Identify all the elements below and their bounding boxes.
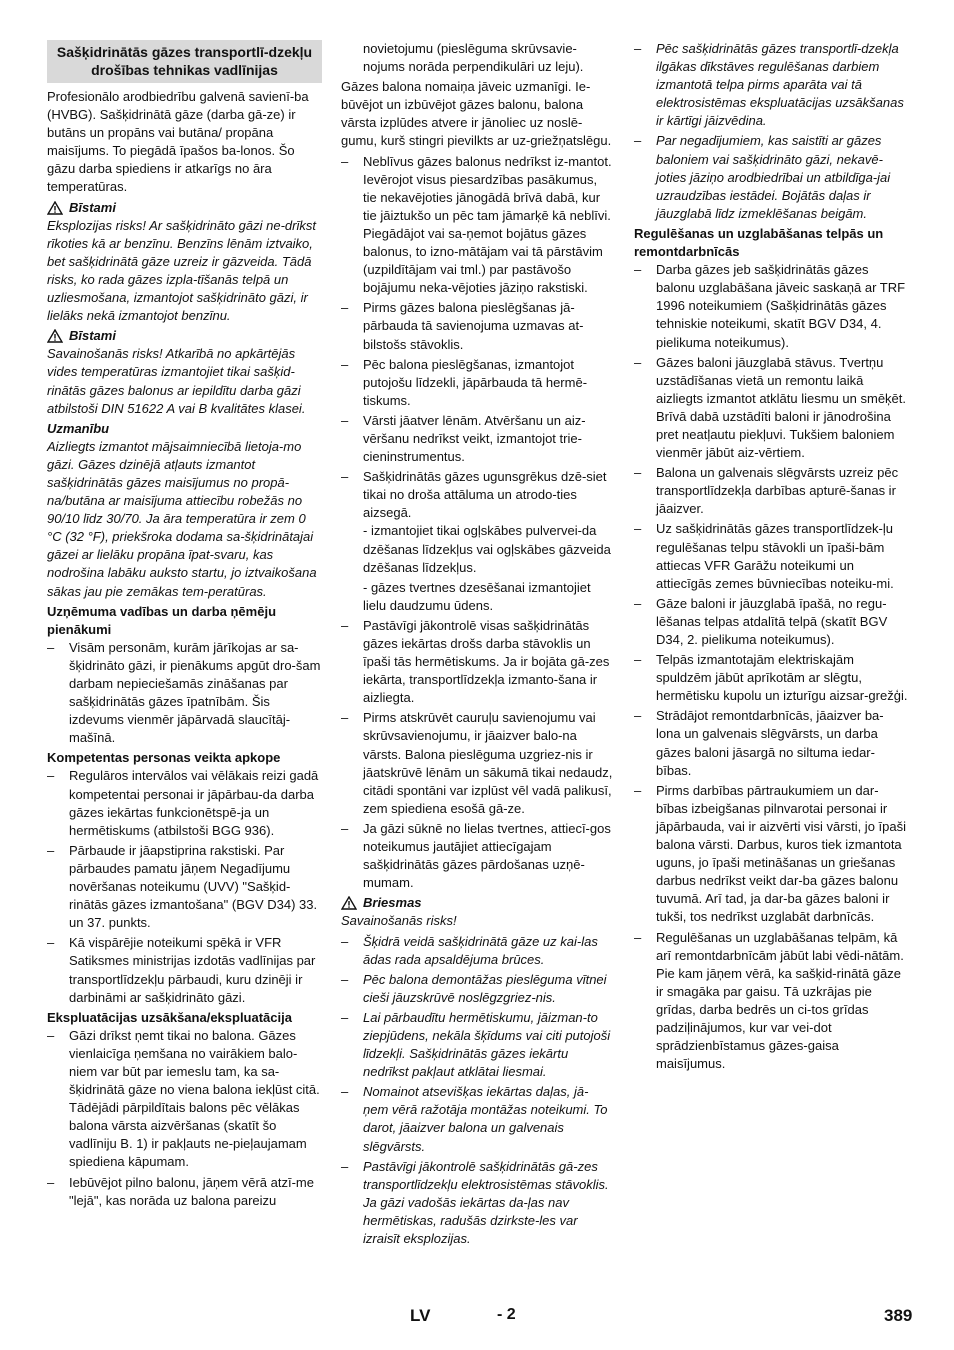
list-item: – Pārbaude ir jāapstiprina rakstiski. Par pārbaudes pamatu jāņem Negadījumu novēršanas noteikumu (UVV) "Sašķid-rinātās gāzes izmantošana" (BGV D34) 33. un 37. punkts. <box>47 842 322 932</box>
list-item: – Darba gāzes jeb sašķidrinātās gāzes balonu uzglabāšana jāveic saskaņā ar TRF 1996 noteikumiem (Sašķidrinātās gāzes tehniskie noteikumi, skatīt BGV D34, 4. pielikuma noteikumus). <box>634 261 908 351</box>
list-item: – Šķidrā veidā sašķidrinātā gāze uz kai-las ādas rada apsaldējuma brūces. <box>341 933 613 969</box>
list-item: – Pirms atskrūvēt cauruļu savienojumu vai skrūvsavienojumu, ir jāaizver balo-na vārsts. Balona pieslēguma uzgriez-nis ir jāatskrūvē lēnām un sākumā tikai nedaudz, citādi spontāni var izplūst vēl vadā palikusī, zem spiediena esošā gā-ze. <box>341 709 613 818</box>
warning-triangle-icon <box>47 329 63 343</box>
list-item: – Vārsti jāatver lēnām. Atvēršanu un aiz-vēršanu nedrīkst veikt, izmantojot trie-cieninstrumentus. <box>341 412 613 466</box>
dash-list <box>634 261 908 1073</box>
attention-text: Aizliegts izmantot mājsaimniecībā lietoja-mo gāzi. Gāzes dzinējā atļauts izmantot sašķidrinātās gāzes maisījumus no propā-na/butāna ar maisījuma attiecību robežās no 90/10 līdz 30/70. Ja āra temperatūra ir zem 0 °C (32 °F), priekšroka dodama sa-šķidrinātajai gāzei ar lielāku propāna īpat-svaru, kas nodrošina labāku auksto startu, jo iztvaikošana sākas jau pie zemākas tem-peratūras. <box>47 438 317 599</box>
dash-list <box>341 933 613 1249</box>
warning-text: Eksplozijas risks! Ar sašķidrināto gāzi ne-drīkst rīkoties kā ar benzīnu. Benzīns lēnām iztvaiko, bet sašķidrinātā gāze uzreiz ir gāzveida. Tādā risks, ko rada gāzes izpla-tīšanās telpā un uzliesmošana, izmantojot sašķidrināto gāzi, ir lielāks nekā izmantojot benzīnu. <box>47 217 316 324</box>
list-item: – Visām personām, kurām jārīkojas ar sa-šķidrināto gāzi, ir pienākums apgūt dro-šam darbam nepieciešamās zināšanas par sašķidrinātās gāzes īpatnībām. Šis izdevums vienmēr jāpārvadā slaucītāj-mašīnā. <box>47 639 322 748</box>
dash-list <box>341 617 613 892</box>
list-item: – Gāzi drīkst ņemt tikai no balona. Gāzes vienlaicīga ņemšana no vairākiem balo-niem var būt par iemeslu tam, ka sa-šķidrinātā gāze no viena balona iekļūst citā. Tādējādi pārpildītais balons pēc vēlākas balona vārsta aizvēršanas (skatīt šo vadlīniju B. 1) ir pakļauts ne-pieļaujamam spiediena kāpumam. <box>47 1027 322 1172</box>
dash-list <box>634 40 908 223</box>
warning-triangle-icon <box>341 896 357 910</box>
list-item: – Ja gāzi sūknē no lielas tvertnes, attiecī-gos noteikumus jautājiet attiecīgajam sašķidrinātās gāzes pārdošanas uzņē-mumam. <box>341 820 613 892</box>
danger-text: Savainošanās risks! <box>341 913 457 929</box>
subsection-title: Kompetentas personas veikta apkope <box>47 750 281 766</box>
list-item: – Telpās izmantotajām elektriskajām spuldzēm jābūt aprīkotām ar slēgtu, hermētisku kupolu un izturīgu aizsar-grežģi. <box>634 651 908 705</box>
list-item: – Gāzes baloni jāuzglabā stāvus. Tvertņu uzstādīšanas vietā un remontu laikā aizliegts izmantot atklātu liesmu un smēķēt. Brīvā dabā uzstādīti baloni ir jānodrošina pret neatļautu piekļuvi. Tukšiem baloniem vienmēr jābūt aiz-vērtiem. <box>634 354 908 463</box>
warning-text: Savainošanās risks! Atkarībā no apkārtējās vides temperatūras izmantojiet tikai sašķid-rinātās gāzes balonus ar iepildītu darba gāzi atbilstoši DIN 51622 A vai B kvalitātes klasei. <box>47 346 306 416</box>
warning-title: Bīstami <box>69 328 116 344</box>
list-item: – Gāze baloni ir jāuzglabā īpašā, no regu-lēšanas telpas atdalītā telpā (skatīt BGV D34, 2. pielikuma noteikumus). <box>634 595 908 649</box>
list-item: – Regulēšanas un uzglabāšanas telpām, kā arī remontdarbnīcām jābūt labi vēdi-nātām. Pie kam jāņem vērā, ka sašķid-rinātā gāze ir smagāka par gaisu. Tā uzkrājas pie grīdas, darba bedrēs un ci-tos grīdas padziļinājumos, kur var vei-dot sprādzienbīstamus gāzes-gaisa maisījumus. <box>634 929 908 1074</box>
list-item: – Strādājot remontdarbnīcās, jāaizver ba-lona un galvenais slēgvārsts, un darba gāzes baloni jāsargā no siltuma iedar-bības. <box>634 707 908 779</box>
warning-title: Bīstami <box>69 199 116 215</box>
attention-heading <box>47 420 322 438</box>
warning-triangle-icon <box>47 201 63 215</box>
section-number: - 2 <box>497 1306 516 1323</box>
list-item: – Par negadījumiem, kas saistīti ar gāzes baloniem vai sašķidrināto gāzi, nekavē-joties jāziņo arodbiedrībai un atbildīga-jai uzraudzības iestādei. Bojātās daļas ir jāuzglabā līdz izmeklēšanas beigām. <box>634 132 908 222</box>
list-item: – Sašķidrinātās gāzes ugunsgrēkus dzē-siet tikai no droša attāluma un atrodo-ties aizsegā. <box>341 468 613 522</box>
list-item: – Pēc balona pieslēgšanas, izmantojot putojošu līdzekli, jāpārbauda tā hermē-tiskums. <box>341 356 613 410</box>
continued-text: novietojumu (pieslēguma skrūvsavie-nojums norāda perpendikulāri uz leju). <box>363 41 584 75</box>
sub-note: - gāzes tvertnes dzesēšanai izmantojiet lielu daudzumu ūdens. <box>363 579 591 613</box>
dash-list <box>47 1027 322 1210</box>
language-code: LV <box>410 1306 431 1325</box>
list-item: – Pastāvīgi jākontrolē visas sašķidrinātās gāzes iekārtas drošs darba stāvoklis un īpaši tās hermētiskums. Ja ir bojāta gā-zes iekārta, transportlīdzekļa izmanto-šana ir aizliegta. <box>341 617 613 707</box>
attention-title: Uzmanību <box>47 420 110 436</box>
intro-paragraph: Profesionālo arodbiedrību galvenā savienī-ba (HVBG). Sašķidrinātā gāze (darba gā-ze) ir butāns un propāns vai butāna/ propāna maisījums. To piegādā īpašos ba-lonos. Šo gāzu darba spiediens ir atkarīgs no āra temperatūras. <box>47 89 309 195</box>
list-item: – Pirms darbības pārtraukumiem un dar-bības izbeigšanas pilnvarotai personai ir jāpārbauda, vai ir aizvērti visi vārsti, jo īpaši balona vārsti. Darbus, kuros tiek izmantota uguns, jo īpaši metināšanas un griešanas darbus nedrīkst veikt dar-ba gāzes balonu tuvumā. Arī tad, ja dar-ba gāzes baloni ir tukši, tos nedrīkst uzglabāt darbnīcās. <box>634 782 908 927</box>
section-heading: Sašķidrinātās gāzes transportlī-dzekļu drošības tehnikas vadlīnijas <box>47 40 322 83</box>
subsection-title: Regulēšanas un uzglabāšanas telpās un remontdarbnīcās <box>634 225 884 260</box>
list-item: – Iebūvējot pilno balonu, jāņem vērā atzī-me "lejā", kas norāda uz balona pareizu <box>47 1174 322 1210</box>
warning-heading-2 <box>47 327 322 345</box>
dash-list <box>47 767 322 1006</box>
list-item: – Nomainot atsevišķas iekārtas daļas, jā-ņem vērā ražotāja montāžas noteikumi. To darot, jāaizver balona un galvenais slēgvārsts. <box>341 1083 613 1155</box>
subsection-title: Uzņēmuma vadības un darba ņēmēju pienākumi <box>47 603 277 637</box>
danger-heading <box>341 894 613 912</box>
paragraph: Gāzes balona nomaiņa jāveic uzmanīgi. Ie-būvējot un izbūvējot gāzes balonu, balona vārsta izplūdes atvere ir jānoliec uz noslē-gumu, kurš stingri pievilkts ar uz-griežņatslēgu. <box>341 79 612 149</box>
list-item: – Balona un galvenais slēgvārsts uzreiz pēc transportlīdzekļa darbības apturē-šanas ir jāaizver. <box>634 464 908 518</box>
column-3 <box>634 40 908 1075</box>
list-item: – Uz sašķidrinātās gāzes transportlīdzek-ļu regulēšanas telpu stāvokli un īpaši-bām attiecas VFR Garāžu noteikumi un attiecīgās zemes būvniecības noteiku-mi. <box>634 520 908 592</box>
list-item: – Pēc balona demontāžas pieslēguma vītnei cieši jāuzskrūvē noslēgzgriez-nis. <box>341 971 613 1007</box>
list-item: – Regulāros intervālos vai vēlākais reizi gadā kompetentai personai ir jāpārbau-da darba gāzes iekārtas funkcionētspē-ja un hermētiskums (atbilstoši BGG 936). <box>47 767 322 839</box>
page-number: 389 <box>884 1306 913 1325</box>
list-item: – Neblīvus gāzes balonus nedrīkst iz-mantot. Ievērojot visus piesardzības pasākumus, tie nekavējoties jānogādā brīvā dabā, kur tie jāiztukšo un pēc tam jāmarķē kā neblīvi. Piegādājot vai sa-ņemot bojātus gāzes balonus, to izno-mātājam vai tā pārstāvim (uzpildītājam vai tml.) par pastāvošo bojājumu neka-vējoties jāziņo rakstiski. <box>341 153 613 298</box>
warning-heading-1 <box>47 199 322 217</box>
dash-list <box>47 639 322 748</box>
list-item: – Pēc sašķidrinātās gāzes transportlī-dzekļa ilgākas dīkstāves regulēšanas darbiem izmantotā telpa pirms aparāta vai tā elektrosistēmas ekspluatācijas uzsākšanas ir kārtīgi jāizvēdina. <box>634 40 908 130</box>
column-2 <box>341 40 613 1250</box>
subsection-title: Ekspluatācijas uzsākšana/ekspluatācija <box>47 1009 292 1025</box>
dash-list <box>341 153 613 523</box>
list-item: – Pastāvīgi jākontrolē sašķidrinātās gā-zes transportlīdzekļu elektrosistēmas stāvoklis. Ja gāzi vadošās iekārtas da-ļas nav hermētiskas, radušās dzirkste-les var izraisīt eksplozijas. <box>341 1158 613 1248</box>
column-1 <box>47 40 322 1212</box>
sub-note: - izmantojiet tikai ogļskābes pulvervei-da dzēšanas līdzekļus vai ogļskābes gāzveida dzēšanas līdzekļus. <box>363 523 611 575</box>
list-item: – Kā vispārējie noteikumi spēkā ir VFR Satiksmes ministrijas izdotās vadlīnijas par transportlīdzekļu pārbaudi, kuru dzinēji ir darbināmi ar sašķidrināto gāzi. <box>47 934 322 1006</box>
danger-title: Briesmas <box>363 895 422 911</box>
list-item: – Lai pārbaudītu hermētiskumu, jāizman-to ziepjūdens, nekāla šķīdums vai citi putojoši līdzekļi. Sašķidrinātās gāzes iekārtu nedrīkst pakļaut atklātai liesmai. <box>341 1009 613 1081</box>
list-item: – Pirms gāzes balona pieslēgšanas jā-pārbauda tā savienojuma uzmavas at-bilstošs stāvoklis. <box>341 299 613 353</box>
